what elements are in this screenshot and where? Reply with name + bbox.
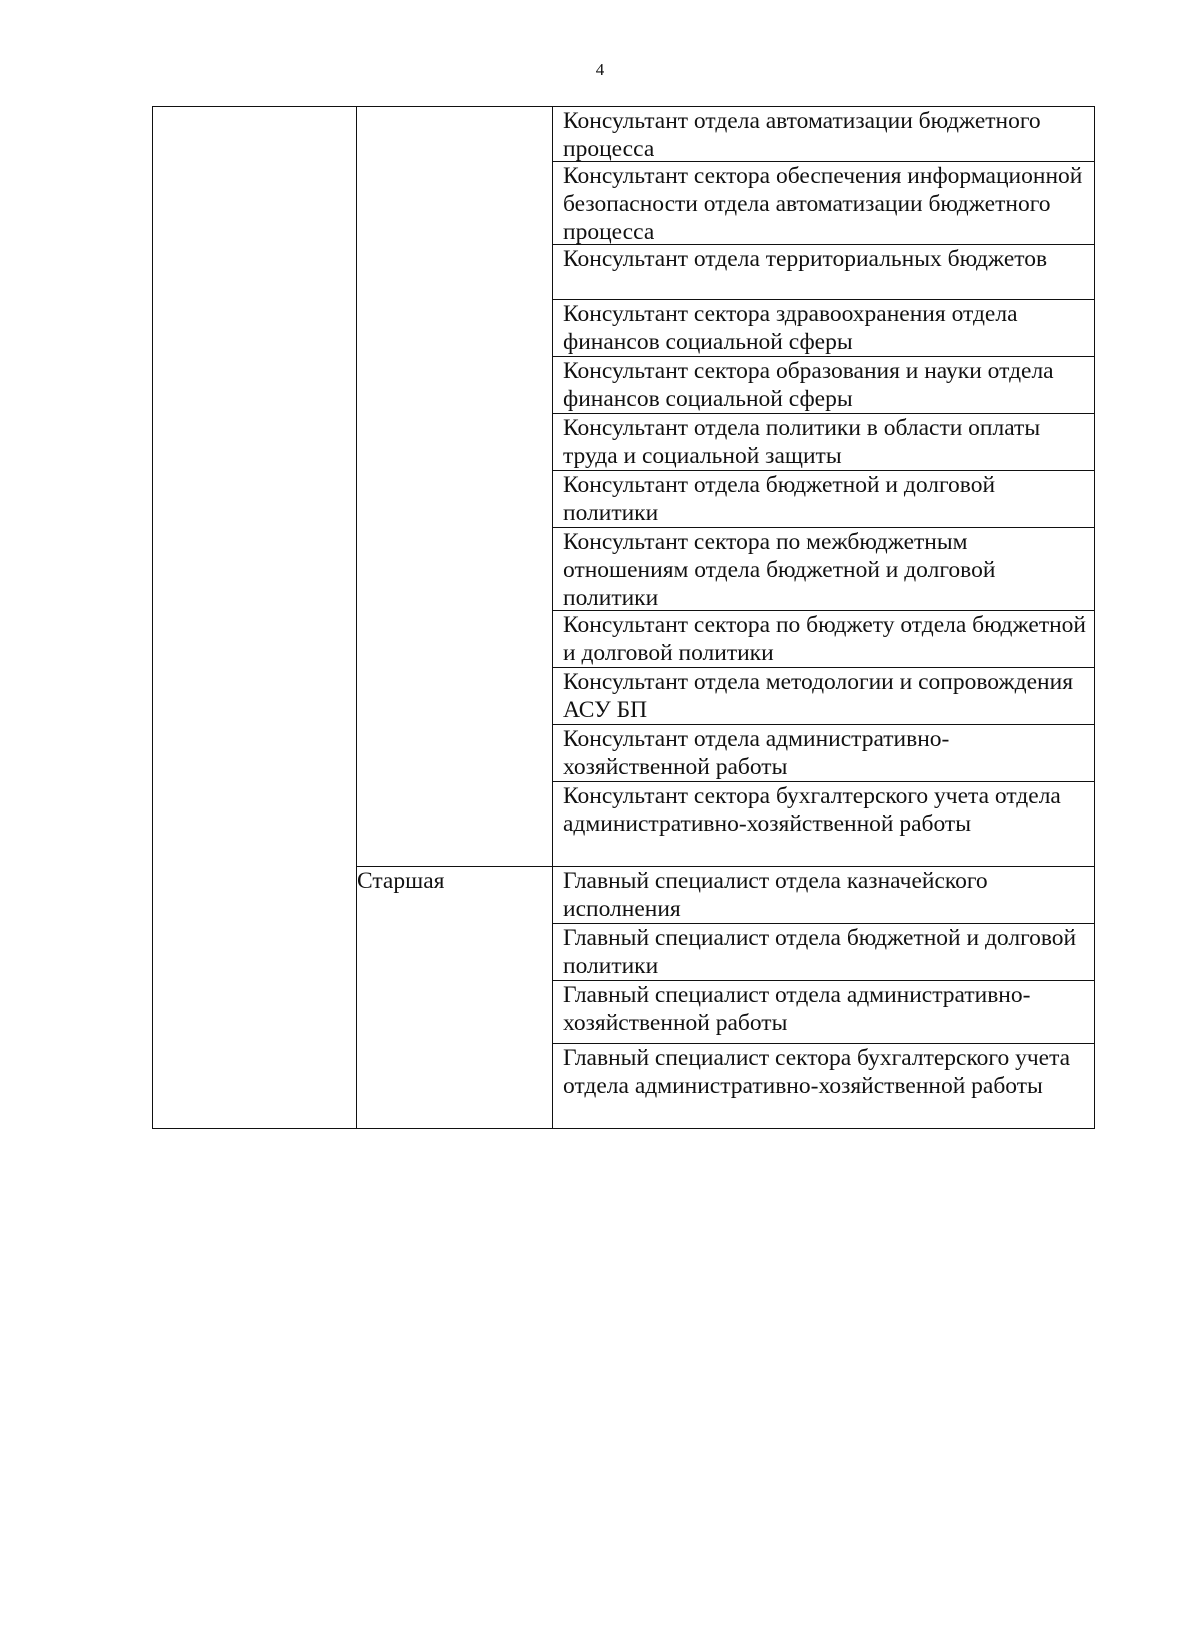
position-item: Консультант отдела административно-хозяйственной работы <box>553 725 1094 782</box>
page-number: 4 <box>595 60 605 79</box>
position-item: Консультант сектора здравоохранения отдела финансов социальной сферы <box>553 300 1094 357</box>
position-item: Главный специалист отдела административно-хозяйственной работы <box>553 981 1094 1044</box>
position-item: Консультант сектора по бюджету отдела бюджетной и долговой политики <box>553 611 1094 668</box>
position-item: Консультант отдела бюджетной и долговой политики <box>553 471 1094 528</box>
position-item: Главный специалист отдела бюджетной и долговой политики <box>553 924 1094 981</box>
position-list <box>553 107 1094 866</box>
position-item: Консультант отдела автоматизации бюджетного процесса <box>553 107 1094 162</box>
position-item: Консультант сектора образования и науки отдела финансов социальной сферы <box>553 357 1094 414</box>
group-cell-senior: Старшая <box>357 867 553 1129</box>
position-item: Консультант отдела политики в области оплаты труда и социальной защиты <box>553 414 1094 471</box>
positions-cell-senior <box>553 867 1095 1129</box>
position-item: Главный специалист отдела казначейского исполнения <box>553 867 1094 924</box>
table-row <box>153 107 1095 867</box>
position-item: Консультант сектора бухгалтерского учета отдела административно-хозяйственной работы <box>563 783 1061 837</box>
positions-cell-leading <box>553 107 1095 867</box>
position-item: Консультант сектора обеспечения информационной безопасности отдела автоматизации бюджетного процесса <box>553 162 1094 245</box>
position-item: Консультант отдела методологии и сопровождения АСУ БП <box>553 668 1094 725</box>
position-list <box>553 867 1094 1128</box>
position-item: Консультант сектора по межбюджетным отношениям отдела бюджетной и долговой политики <box>553 528 1094 611</box>
group-cell-leading <box>357 107 553 867</box>
position-item: Консультант отдела территориальных бюджетов <box>553 245 1094 300</box>
position-item: Главный специалист сектора бухгалтерского учета отдела административно-хозяйственной работы <box>563 1045 1071 1099</box>
category-cell <box>153 107 357 1129</box>
positions-table <box>152 106 1095 1129</box>
